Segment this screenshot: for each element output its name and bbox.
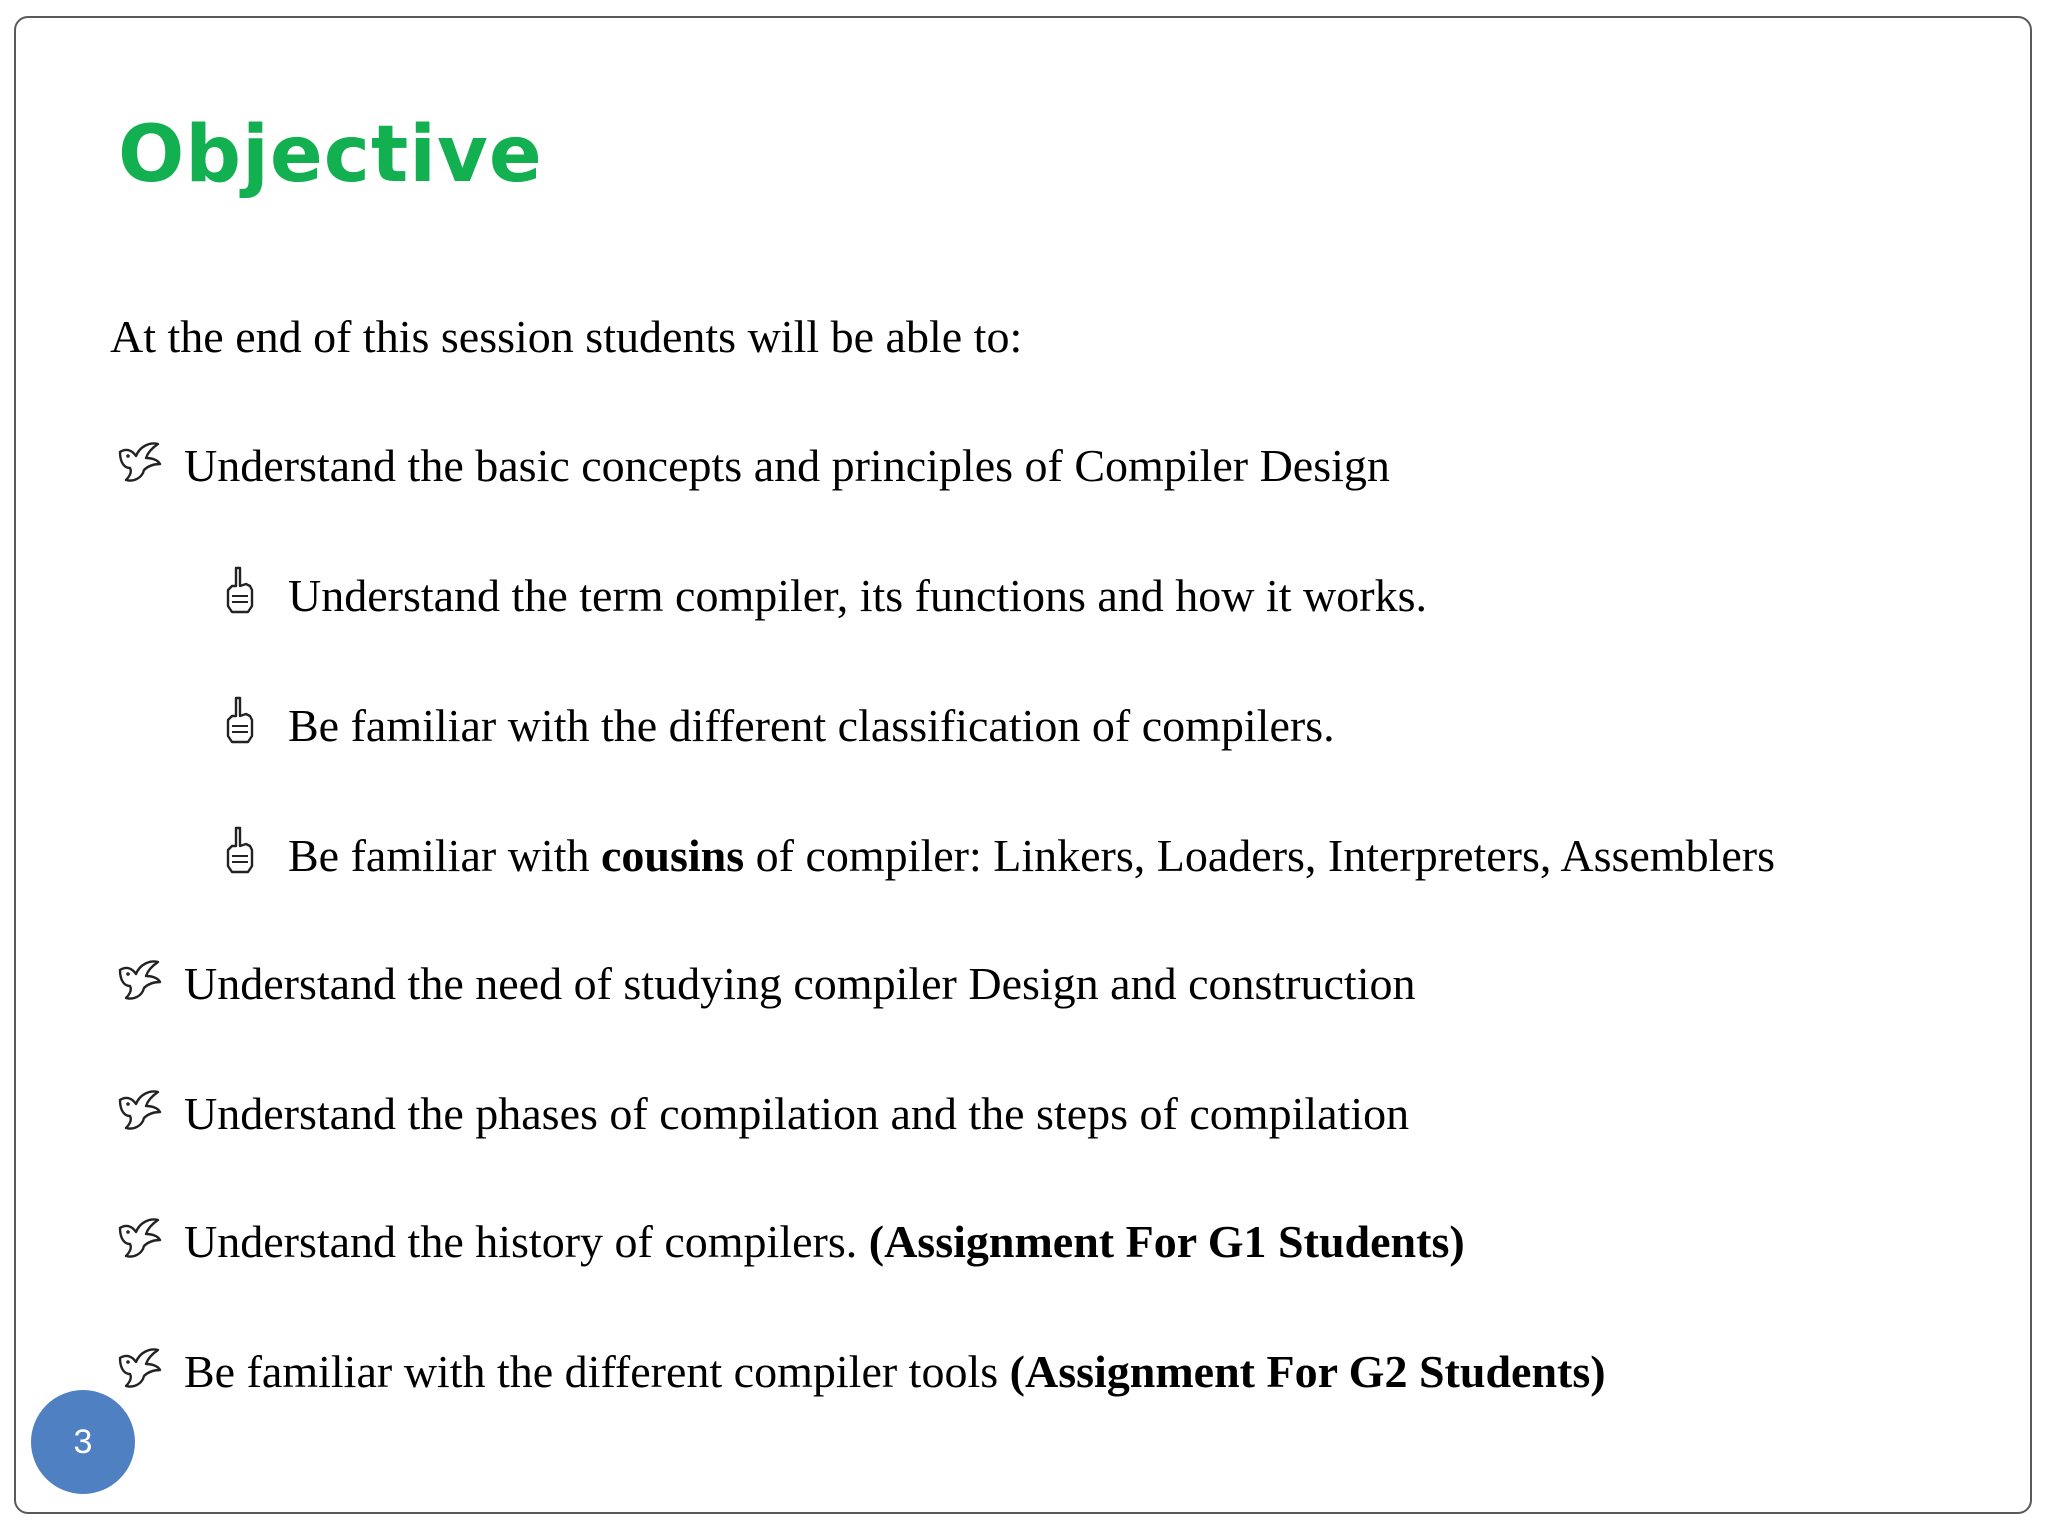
dove-icon — [116, 1344, 164, 1392]
dove-icon — [116, 438, 164, 486]
item-text-before: Be familiar with the different compiler tools — [184, 1346, 1010, 1397]
objective-subitem-3 — [288, 828, 1775, 883]
page-number-badge: 3 — [31, 1390, 135, 1494]
item-bold-text: cousins — [600, 830, 745, 881]
slide — [14, 16, 2032, 1514]
assignment-g1-label: (Assignment For G1 Students) — [868, 1216, 1465, 1267]
item-text-before: Understand the history of compilers. — [184, 1216, 869, 1267]
pointing-hand-icon — [222, 566, 258, 614]
objective-subitem-2: Be familiar with the different classification of compilers. — [288, 700, 1335, 751]
objective-item-1: Understand the basic concepts and principles of Compiler Design — [184, 440, 1390, 491]
item-text-before: Be familiar with — [288, 830, 601, 881]
assignment-g2-label: (Assignment For G2 Students) — [1009, 1346, 1606, 1397]
pointing-hand-icon — [222, 696, 258, 744]
objective-item-3: Understand the phases of compilation and the steps of compilation — [184, 1088, 1410, 1139]
objective-item-4 — [184, 1214, 1465, 1269]
dove-icon — [116, 956, 164, 1004]
objective-item-2: Understand the need of studying compiler Design and construction — [184, 958, 1416, 1009]
item-text-after: of compiler: Linkers, Loaders, Interpreters, Assemblers — [744, 830, 1776, 881]
dove-icon — [116, 1214, 164, 1262]
slide-title: Objective — [118, 110, 543, 200]
intro-text: At the end of this session students will be able to: — [110, 311, 1023, 362]
pointing-hand-icon — [222, 826, 258, 874]
objective-subitem-1: Understand the term compiler, its functions and how it works. — [288, 570, 1427, 621]
objective-item-5 — [184, 1344, 1606, 1399]
dove-icon — [116, 1086, 164, 1134]
